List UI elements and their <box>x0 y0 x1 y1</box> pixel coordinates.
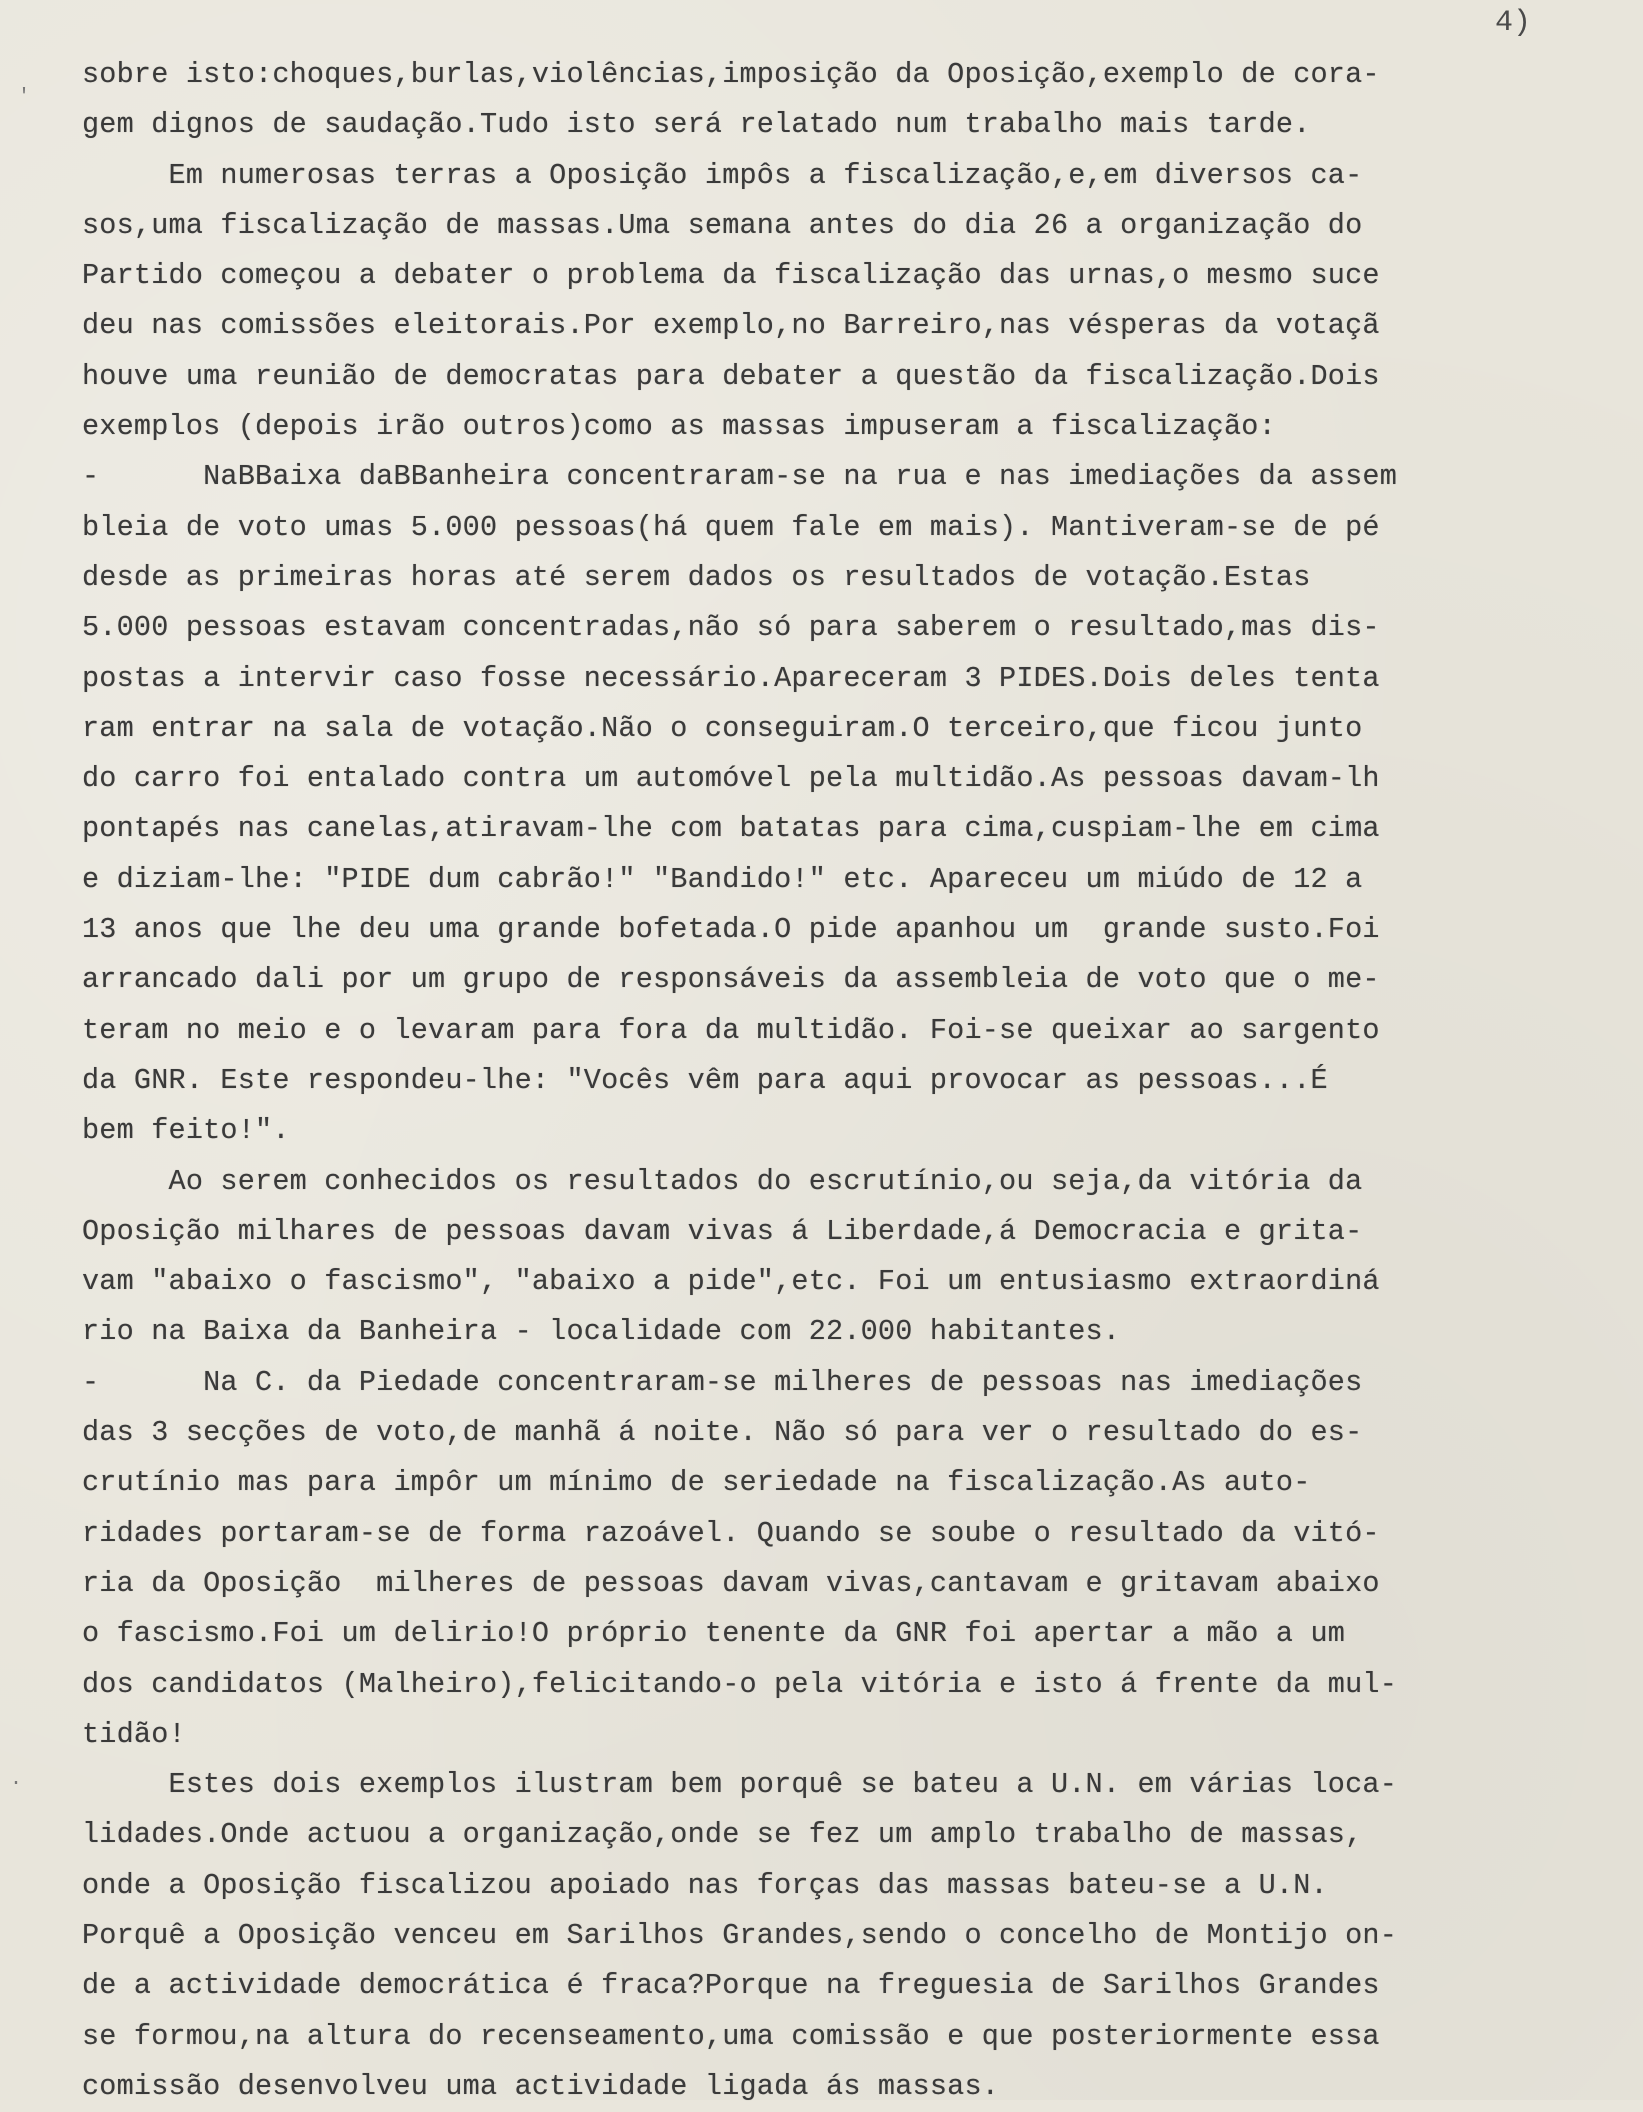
text-line-39: de a actividade democrática é fraca?Porque na freguesia de Sarilhos Grandes <box>82 1969 1380 2003</box>
text-line-1: sobre isto:choques,burlas,violências,imposição da Oposição,exemplo de cora- <box>82 58 1380 91</box>
text-line-6: deu nas comissões eleitorais.Por exemplo,no Barreiro,nas vésperas da votaçã <box>82 309 1380 343</box>
text-line-30: ridades portaram-se de forma razoável. Quando se soube o resultado da vitó- <box>82 1516 1380 1550</box>
text-line-3: Em numerosas terras a Oposição impôs a fiscalização,e,em diversos ca- <box>82 158 1363 192</box>
text-line-34: tidão! <box>82 1717 186 1751</box>
text-line-24: Oposição milhares de pessoas davam vivas á Liberdade,á Democracia e grita- <box>82 1214 1363 1248</box>
text-line-37: onde a Oposição fiscalizou apoiado nas forças das massas bateu-se a U.N. <box>82 1868 1328 1902</box>
text-line-28: das 3 secções de voto,de manhã á noite. Não só para ver o resultado do es- <box>82 1416 1363 1450</box>
text-line-15: do carro foi entalado contra um automóvel pela multidão.As pessoas davam-lh <box>82 762 1380 796</box>
margin-tick-mark: ' <box>18 86 31 109</box>
text-line-2: gem dignos de saudação.Tudo isto será relatado num trabalho mais tarde. <box>82 108 1311 142</box>
text-line-22: bem feito!". <box>82 1114 290 1148</box>
text-line-7: houve uma reunião de democratas para debater a questão da fiscalização.Dois <box>82 359 1380 393</box>
page-number: 4) <box>1495 6 1532 40</box>
text-line-4: sos,uma fiscalização de massas.Uma semana antes do dia 26 a organização do <box>82 208 1363 242</box>
text-line-31: ria da Oposição milheres de pessoas davam vivas,cantavam e gritavam abaixo <box>82 1566 1380 1600</box>
text-line-38: Porquê a Oposição venceu em Sarilhos Grandes,sendo o concelho de Montijo on- <box>82 1918 1398 1952</box>
text-line-29: crutínio mas para impôr um mínimo de seriedade na fiscalização.As auto- <box>82 1466 1311 1500</box>
text-line-16: pontapés nas canelas,atiravam-lhe com batatas para cima,cuspiam-lhe em cima <box>82 812 1380 846</box>
text-line-12: 5.000 pessoas estavam concentradas,não só para saberem o resultado,mas dis- <box>82 611 1380 645</box>
text-line-21: da GNR. Este respondeu-lhe: "Vocês vêm para aqui provocar as pessoas...É <box>82 1063 1328 1097</box>
text-line-5: Partido começou a debater o problema da fiscalização das urnas,o mesmo suce <box>82 259 1380 293</box>
text-line-19: arrancado dali por um grupo de responsáveis da assembleia de voto que o me- <box>82 963 1380 997</box>
text-line-41: comissão desenvolveu uma actividade ligada ás massas. <box>82 2069 1000 2103</box>
text-line-13: postas a intervir caso fosse necessário.Apareceram 3 PIDES.Dois deles tenta <box>82 661 1380 695</box>
text-line-35: Estes dois exemplos ilustram bem porquê se bateu a U.N. em várias loca- <box>82 1768 1398 1802</box>
text-line-32: o fascismo.Foi um delirio!O próprio tenente da GNR foi apertar a mão a um <box>82 1617 1346 1651</box>
text-line-9: - NaBBaixa daBBanheira concentraram-se na rua e nas imediações da assem <box>82 460 1398 494</box>
text-line-23: Ao serem conhecidos os resultados do escrutínio,ou seja,da vitória da <box>82 1164 1363 1198</box>
typed-body-text <box>82 50 1622 2112</box>
text-line-17: e diziam-lhe: "PIDE dum cabrão!" "Bandido!" etc. Apareceu um miúdo de 12 a <box>82 862 1363 896</box>
text-line-18: 13 anos que lhe deu uma grande bofetada.O pide apanhou um grande susto.Foi <box>82 913 1380 947</box>
text-line-27: - Na C. da Piedade concentraram-se milheres de pessoas nas imediações <box>82 1365 1363 1399</box>
text-line-14: ram entrar na sala de votação.Não o conseguiram.O terceiro,que ficou junto <box>82 711 1363 745</box>
margin-dot-mark: · <box>10 1772 23 1795</box>
text-line-26: rio na Baixa da Banheira - localidade com 22.000 habitantes. <box>82 1315 1121 1349</box>
text-line-36: lidades.Onde actuou a organização,onde se fez um amplo trabalho de massas, <box>82 1818 1363 1852</box>
text-line-33: dos candidatos (Malheiro),felicitando-o pela vitória e isto á frente da mul- <box>82 1667 1398 1701</box>
text-line-11: desde as primeiras horas até serem dados os resultados de votação.Estas <box>82 560 1311 594</box>
text-line-8: exemplos (depois irão outros)como as massas impuseram a fiscalização: <box>82 410 1276 444</box>
text-line-25: vam "abaixo o fascismo", "abaixo a pide",etc. Foi um entusiasmo extraordiná <box>82 1265 1380 1299</box>
text-line-40: se formou,na altura do recenseamento,uma comissão e que posteriormente essa <box>82 2019 1380 2053</box>
text-line-10: bleia de voto umas 5.000 pessoas(há quem fale em mais). Mantiveram-se de pé <box>82 510 1380 544</box>
text-line-20: teram no meio e o levaram para fora da multidão. Foi-se queixar ao sargento <box>82 1013 1380 1047</box>
